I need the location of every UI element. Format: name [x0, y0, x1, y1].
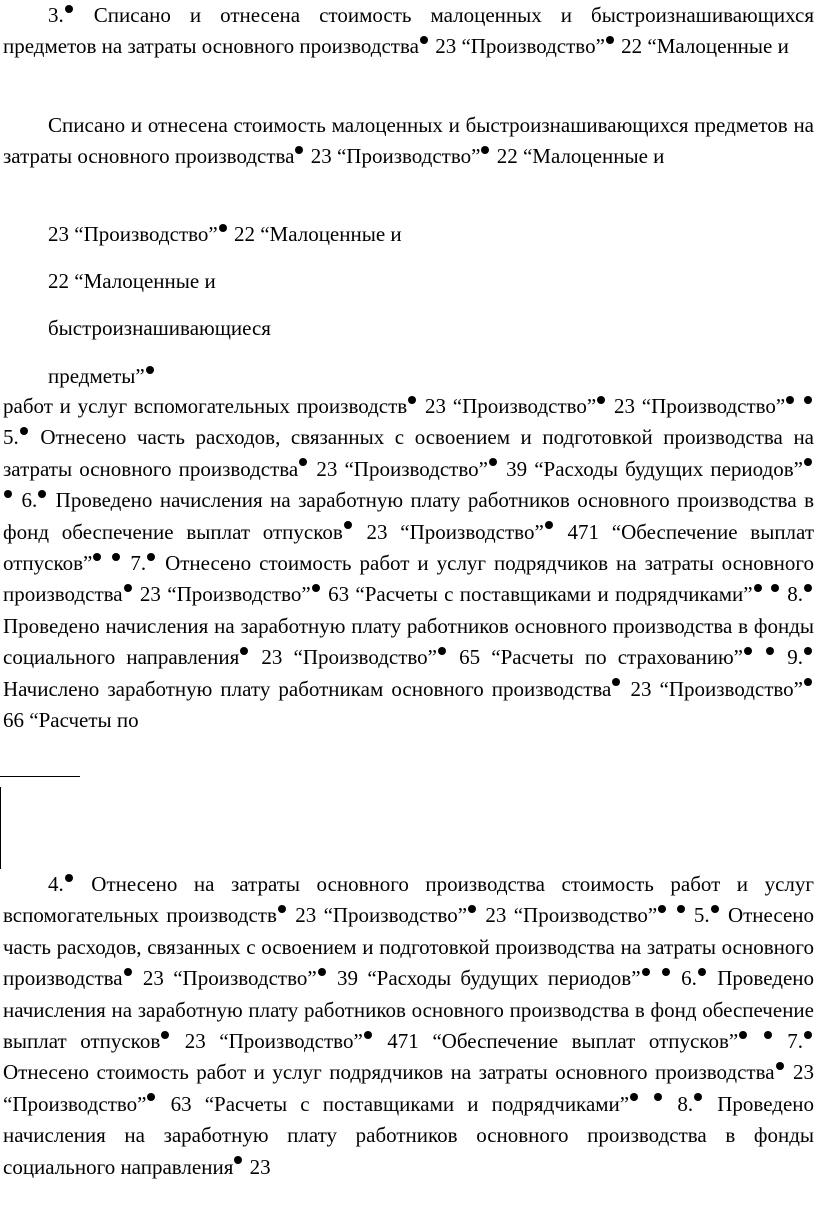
- bullet-icon: [771, 584, 779, 592]
- bullet-icon: [65, 874, 73, 882]
- bullet-icon: [481, 146, 489, 154]
- bullet-icon: [112, 553, 120, 561]
- bullet-icon: [124, 584, 132, 592]
- paragraph-entries-5-9: работ и услуг вспомогательных производств 23 “Производство” 23 “Производство” 5. Отнесено часть расходов, связанных с освоением и подготовкой производства на затраты основного производства 23 “Производство” 39 “Расходы будущих периодов” 6. Проведено начисления на заработную плату работников основного производства в фонд обеспечение выплат отпусков 23 “Производство” 471 “Обеспечение выплат отпусков” 7. Отнесено стоимость работ и услуг подрядчиков на затраты основного производства 23 “Производство” 63 “Расчеты с поставщиками и подрядчиками” 8. Проведено начисления на заработную плату работников основного производства в фонды социального направления 23 “Производство” 65 “Расчеты по страхованию” 9. Начислено заработную плату работникам основного производства 23 “Производство” 66 “Расчеты по: [3, 394, 815, 733]
- bullet-icon: [766, 647, 774, 655]
- bullet-icon: [545, 521, 553, 529]
- paragraph-repeat: Списано и отнесена стоимость малоценных и быстроизнашивающихся предметов на затраты основного производства 23 “Производство” 22 “Малоценные и: [3, 113, 814, 169]
- bullet-icon: [438, 647, 446, 655]
- bullet-icon: [754, 584, 762, 592]
- bullet-icon: [364, 1031, 372, 1039]
- bullet-icon: [20, 427, 28, 435]
- bullet-icon: [344, 521, 352, 529]
- bullet-icon: [234, 1156, 242, 1164]
- bullet-icon: [612, 678, 620, 686]
- bullet-icon: [804, 458, 812, 466]
- bullet-icon: [654, 1093, 662, 1101]
- bullet-icon: [219, 224, 227, 232]
- line-account-22-cont: быстроизнашивающиеся: [48, 316, 271, 340]
- bullet-icon: [804, 647, 812, 655]
- bullet-icon: [146, 366, 154, 374]
- line-accounts: 23 “Производство” 22 “Малоценные и: [48, 222, 402, 246]
- bullet-icon: [299, 458, 307, 466]
- bullet-icon: [804, 1031, 812, 1039]
- bullet-icon: [744, 647, 752, 655]
- bullet-icon: [662, 968, 670, 976]
- bullet-icon: [318, 968, 326, 976]
- bullet-icon: [804, 678, 812, 686]
- divider-line: [0, 776, 80, 777]
- bullet-icon: [630, 1093, 638, 1101]
- bullet-icon: [161, 1031, 169, 1039]
- bullet-icon: [147, 1093, 155, 1101]
- paragraph-item-3: 3. Списано и отнесена стоимость малоценных и быстроизнашивающихся предметов на затраты основного производства 23 “Производство” 22 “Малоценные и: [3, 3, 814, 59]
- margin-line: [0, 787, 1, 869]
- bullet-icon: [124, 968, 132, 976]
- paragraph-item-4: 4. Отнесено на затраты основного производства стоимость работ и услуг вспомогательных производств 23 “Производство” 23 “Производство” 5. Отнесено часть расходов, связанных с освоением и подготовкой производства на затраты основного производства 23 “Производство” 39 “Расходы будущих периодов” 6. Проведено начисления на заработную плату работников основного производства в фонд обеспечение выплат отпусков 23 “Производство” 471 “Обеспечение выплат отпусков” 7. Отнесено стоимость работ и услуг подрядчиков на затраты основного производства 23 “Производство” 63 “Расчеты с поставщиками и подрядчиками” 8. Проведено начисления на заработную плату работников основного производства в фонды социального направления 23: [3, 872, 815, 1179]
- bullet-icon: [147, 553, 155, 561]
- bullet-icon: [597, 396, 605, 404]
- bullet-icon: [295, 146, 303, 154]
- bullet-icon: [312, 584, 320, 592]
- bullet-icon: [606, 36, 614, 44]
- bullet-icon: [65, 5, 73, 13]
- bullet-icon: [408, 396, 416, 404]
- bullet-icon: [804, 584, 812, 592]
- bullet-icon: [489, 458, 497, 466]
- bullet-icon: [278, 905, 286, 913]
- bullet-icon: [804, 396, 812, 404]
- bullet-icon: [786, 396, 794, 404]
- bullet-icon: [776, 1062, 784, 1070]
- bullet-icon: [38, 490, 46, 498]
- bullet-icon: [468, 905, 476, 913]
- line-account-22: 22 “Малоценные и: [48, 269, 216, 293]
- bullet-icon: [420, 36, 428, 44]
- bullet-icon: [698, 968, 706, 976]
- bullet-icon: [642, 968, 650, 976]
- bullet-icon: [677, 905, 685, 913]
- bullet-icon: [240, 647, 248, 655]
- bullet-icon: [694, 1093, 702, 1101]
- bullet-icon: [4, 490, 12, 498]
- bullet-icon: [93, 553, 101, 561]
- line-account-22-end: предметы”: [48, 361, 156, 392]
- bullet-icon: [764, 1031, 772, 1039]
- bullet-icon: [739, 1031, 747, 1039]
- bullet-icon: [658, 905, 666, 913]
- bullet-icon: [711, 905, 719, 913]
